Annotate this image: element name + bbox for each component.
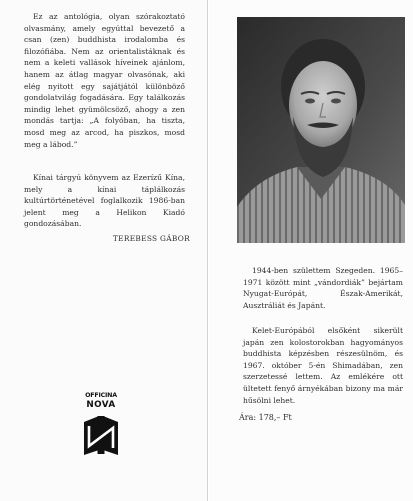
price-label: Ára: 178,– Ft [239, 413, 292, 422]
bio-paragraph-1: 1944-ben születtem Szegeden. 1965–1971 között mint „vándordiák” bejártam Nyugat-Európát, Észak-Amerikát, Ausztráliát és Japánt. [243, 266, 403, 310]
publisher-logo-line-2: NOVA [86, 400, 116, 410]
bio-paragraph-2: Kelet-Európából elsőként sikerült japán zen kolostorokban hagyományos buddhista képzésben részesülnöm, és 1967. október 5-én Shimadában, zen szerzetessé lettem. Az emlékére ott ültetett fenyő árnyékában bizony ma már hűsölni lehet. [243, 326, 403, 405]
author-signature: TEREBESS GÁBOR [112, 234, 190, 243]
author-portrait-photo [237, 17, 405, 243]
book-emblem-icon [83, 414, 119, 456]
publisher-logo [78, 392, 124, 458]
blurb-paragraph-1: Ez az antológia, olyan szórakoztató olvasmány, amely egyúttal bevezető a csan (zen) buddhista irodalomba és filozófiába. Nem az orientalistáknak és nem a keleti vallások híveinek ajánlom, hanem az átlag magyar olvasónak, aki elég nyitott egy sajátjától különböző gondolatvilág fogadására. Egy találkozás mindig lehet gyümölcsöző, ahogy a zen mondás tartja: „A folyóban, ha tiszta, mosd meg az arcod, ha piszkos, mosd meg a lábod.” [24, 12, 185, 149]
publisher-logo-line-1: OFFICINA [85, 392, 117, 399]
blurb-paragraph-2: Kínai tárgyú könyvem az Ezerízű Kína, mely a kínai táplálkozás kultúrtörténetével foglalkozik 1986-ban jelent meg a Helikon Kiadó gondozásában. [24, 173, 185, 229]
